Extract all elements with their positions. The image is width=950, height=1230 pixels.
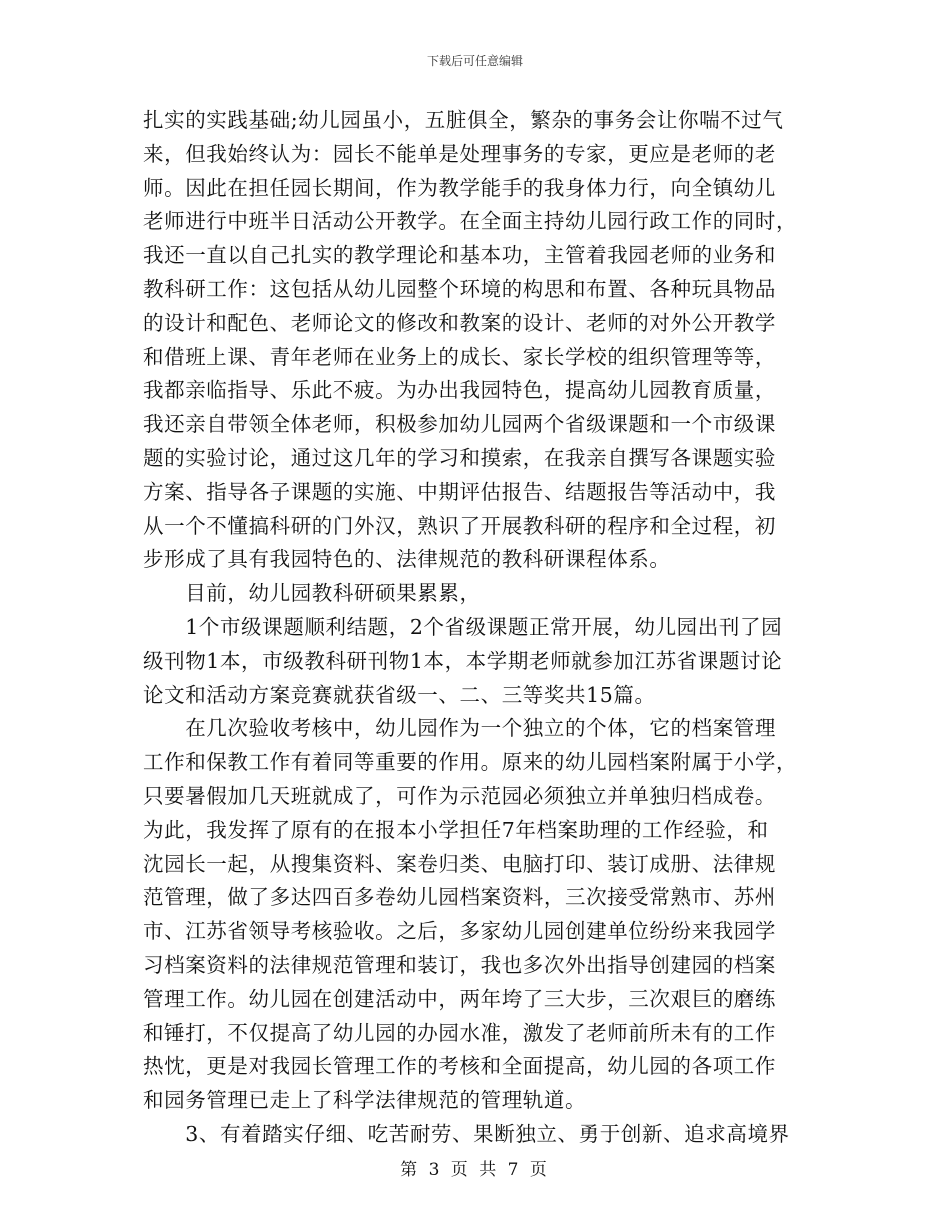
body-line: 来，但我始终认为：园长不能单是处理事务的专家，更应是老师的老	[143, 141, 776, 166]
body-line: 教科研工作：这包括从幼儿园整个环境的构思和布置、各种玩具物品	[143, 276, 776, 301]
body-line: 和锤打，不仅提高了幼儿园的办园水准，激发了老师前所未有的工作	[143, 1020, 776, 1045]
page-number-footer: 第 3 页 共 7 页	[400, 1160, 550, 1180]
body-line: 市、江苏省领导考核验收。之后，多家幼儿园创建单位纷纷来我园学	[143, 919, 776, 944]
body-line: 习档案资料的法律规范管理和装订，我也多次外出指导创建园的档案	[143, 952, 776, 977]
body-line: 目前，幼儿园教科研硕果累累，	[143, 581, 481, 606]
body-line: 从一个不懂搞科研的门外汉，熟识了开展教科研的程序和全过程，初	[143, 513, 776, 538]
body-line: 热忱，更是对我园长管理工作的考核和全面提高，幼儿园的各项工作	[143, 1054, 776, 1079]
body-line: 工作和保教工作有着同等重要的作用。原来的幼儿园档案附属于小学，	[143, 750, 798, 775]
body-line: 管理工作。幼儿园在创建活动中，两年垮了三大步，三次艰巨的磨练	[143, 986, 776, 1011]
body-line: 步形成了具有我园特色的、法律规范的教科研课程体系。	[143, 547, 671, 572]
body-line: 师。因此在担任园长期间，作为教学能手的我身体力行，向全镇幼儿	[143, 175, 776, 200]
body-line: 方案、指导各子课题的实施、中期评估报告、结题报告等活动中，我	[143, 479, 776, 504]
body-line: 只要暑假加几天班就成了，可作为示范园必须独立并单独归档成卷。	[143, 783, 776, 808]
body-line: 我都亲临指导、乐此不疲。为办出我园特色，提高幼儿园教育质量，	[143, 378, 776, 403]
body-line: 我还亲自带领全体老师，积极参加幼儿园两个省级课题和一个市级课	[143, 412, 776, 437]
body-line: 论文和活动方案竞赛就获省级一、二、三等奖共15篇。	[143, 682, 656, 707]
body-line: 在几次验收考核中，幼儿园作为一个独立的个体，它的档案管理	[143, 716, 776, 741]
body-line: 和借班上课、青年老师在业务上的成长、家长学校的组织管理等等，	[143, 344, 776, 369]
body-line: 老师进行中班半日活动公开教学。在全面主持幼儿园行政工作的同时，	[143, 209, 798, 234]
body-line: 的设计和配色、老师论文的修改和教案的设计、老师的对外公开教学	[143, 310, 776, 335]
page-header: 下载后可任意编辑	[426, 54, 523, 68]
body-line: 3、有着踏实仔细、吃苦耐劳、果断独立、勇于创新、追求高境界	[143, 1121, 790, 1146]
body-line: 我还一直以自己扎实的教学理论和基本功，主管着我园老师的业务和	[143, 243, 776, 268]
body-line: 为此，我发挥了原有的在报本小学担任7年档案助理的工作经验，和	[143, 817, 769, 842]
body-line: 级刊物1本，市级教科研刊物1本，本学期老师就参加江苏省课题讨论	[143, 648, 783, 673]
document-body	[143, 104, 813, 1152]
body-line: 和园务管理已走上了科学法律规范的管理轨道。	[143, 1088, 587, 1113]
body-line: 题的实验讨论，通过这几年的学习和摸索，在我亲自撰写各课题实验	[143, 445, 776, 470]
body-line: 沈园长一起，从搜集资料、案卷归类、电脑打印、装订成册、法律规	[143, 851, 776, 876]
body-line: 范管理，做了多达四百多卷幼儿园档案资料，三次接受常熟市、苏州	[143, 885, 776, 910]
body-line: 1个市级课题顺利结题，2个省级课题正常开展，幼儿园出刊了园	[143, 614, 783, 639]
body-line: 扎实的实践基础;幼儿园虽小，五脏俱全，繁杂的事务会让你喘不过气	[143, 108, 784, 132]
